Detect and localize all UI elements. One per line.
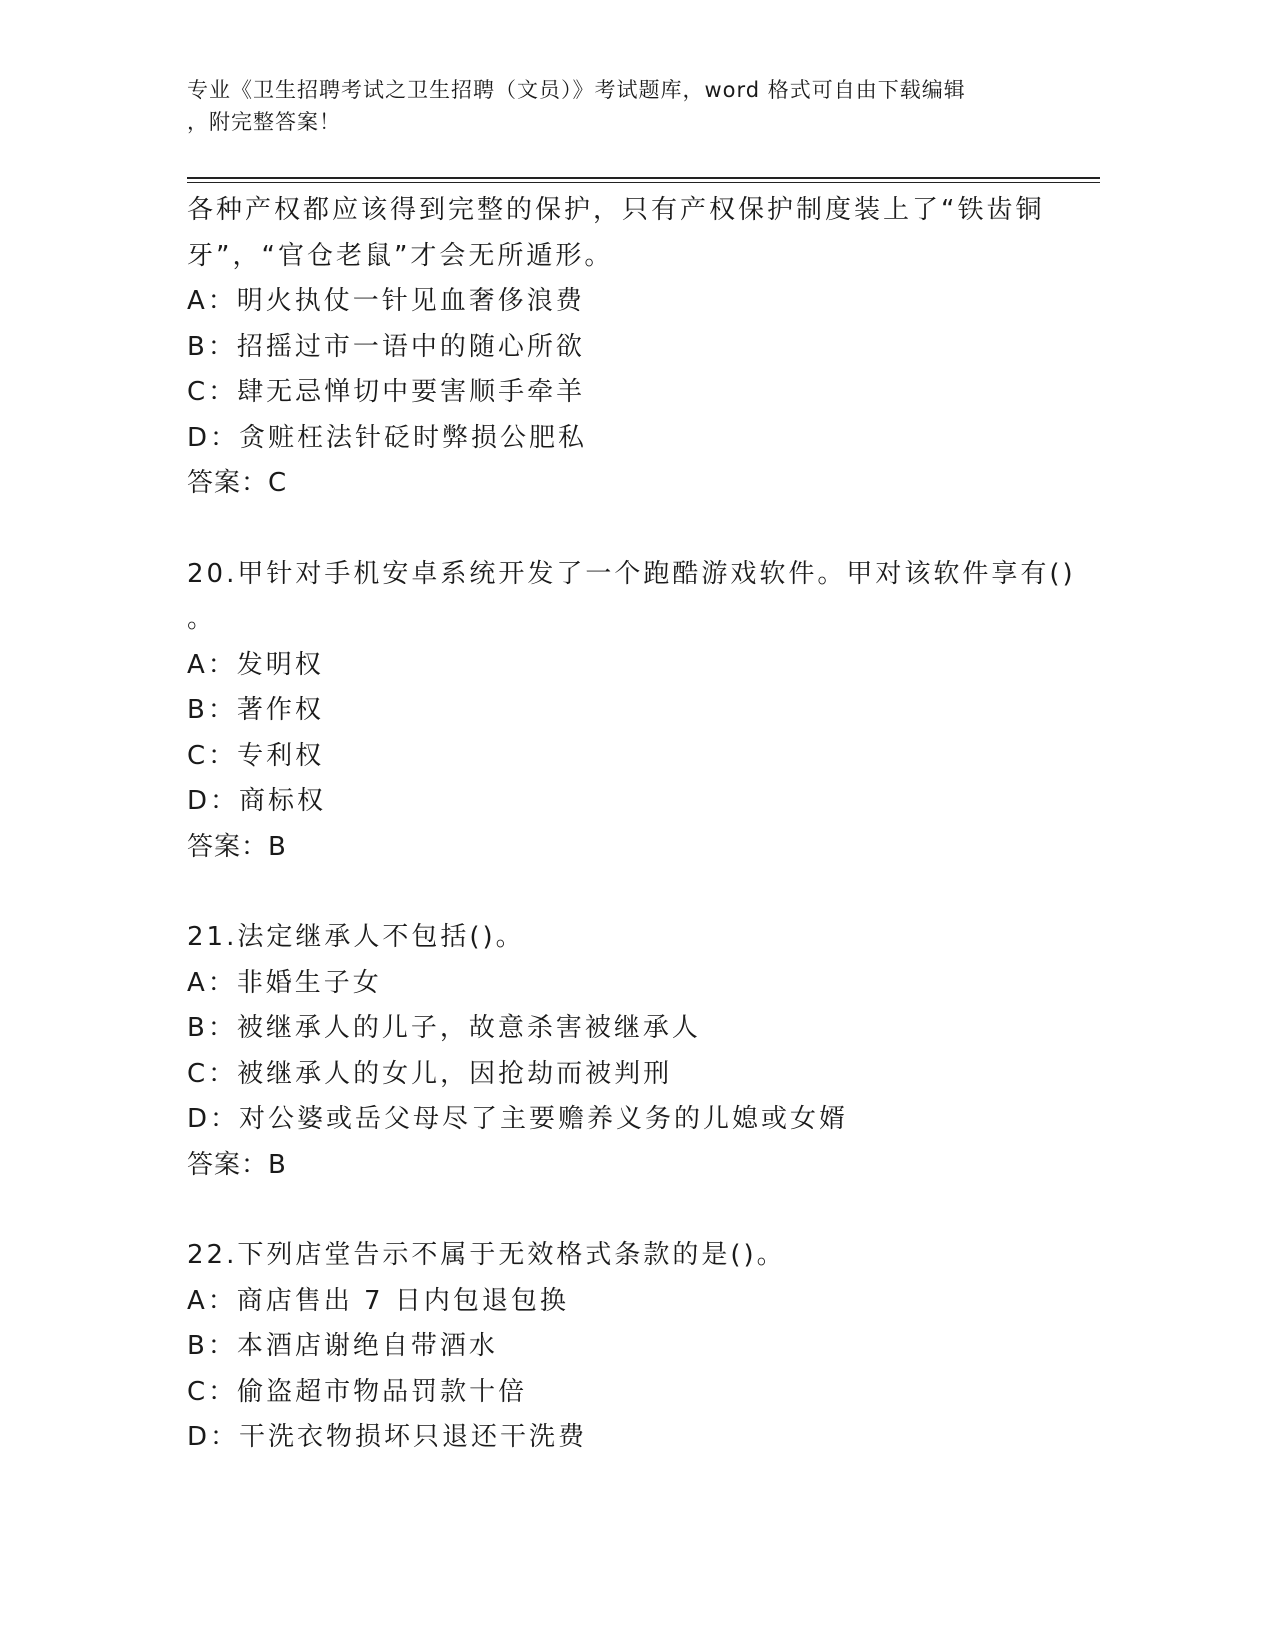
question-20-option-b: B：著作权: [187, 695, 324, 725]
question-19-stem-line-1: 各种产权都应该得到完整的保护，只有产权保护制度装上了“铁齿铜: [187, 195, 1045, 225]
spacer: [187, 870, 1087, 915]
question-20-answer: 答案：B: [187, 831, 287, 862]
question-21-option-b: B：被继承人的儿子，故意杀害被继承人: [187, 1013, 701, 1043]
question-21-option-a: A：非婚生子女: [187, 967, 382, 998]
question-21-option-d: D：对公婆或岳父母尽了主要赡养义务的儿媳或女婿: [187, 1104, 849, 1134]
question-20-option-a: A：发明权: [187, 649, 324, 680]
question-list: [187, 188, 1087, 1461]
header-line-1: 专业《卫生招聘考试之卫生招聘（文员）》考试题库，word 格式可自由下载编辑: [187, 78, 966, 102]
question-19-answer: 答案：C: [187, 468, 288, 498]
header-divider-thin: [187, 182, 1100, 183]
question-21-stem: 21.法定继承人不包括()。: [187, 922, 525, 952]
question-21-option-c: C：被继承人的女儿，因抢劫而被判刑: [187, 1058, 673, 1089]
spacer: [187, 1188, 1087, 1233]
header-line-2: ，附完整答案！: [187, 110, 341, 134]
question-22-option-d: D：干洗衣物损坏只退还干洗费: [187, 1422, 588, 1452]
question-19-stem-line-2: 牙”，“官仓老鼠”才会无所遁形。: [187, 240, 614, 271]
question-21-block: [187, 915, 1087, 1188]
question-19-block: [187, 188, 1087, 507]
document-header: [187, 74, 1087, 138]
question-20-option-d: D：商标权: [187, 786, 327, 816]
question-20-stem-line-1: 20.甲针对手机安卓系统开发了一个跑酷游戏软件。甲对该软件享有(): [187, 558, 1076, 589]
question-22-stem: 22.下列店堂告示不属于无效格式条款的是()。: [187, 1240, 786, 1270]
question-22-option-a: A：商店售出 7 日内包退包换: [187, 1285, 569, 1316]
question-19-option-c: C：肆无忌惮切中要害顺手牵羊: [187, 377, 586, 407]
header-divider-thick: [187, 177, 1100, 179]
question-19-option-d: D：贪赃枉法针砭时弊损公肥私: [187, 422, 588, 453]
question-19-option-b: B：招摇过市一语中的随心所欲: [187, 331, 585, 362]
spacer: [187, 507, 1087, 552]
question-22-block: [187, 1233, 1087, 1461]
question-20-block: [187, 552, 1087, 871]
question-22-option-b: B：本酒店谢绝自带酒水: [187, 1331, 498, 1361]
question-20-option-c: C：专利权: [187, 740, 325, 771]
question-20-stem-line-2: 。: [187, 604, 217, 634]
question-19-option-a: A：明火执仗一针见血奢侈浪费: [187, 286, 585, 316]
question-21-answer: 答案：B: [187, 1149, 287, 1180]
question-22-option-c: C：偷盗超市物品罚款十倍: [187, 1376, 528, 1407]
